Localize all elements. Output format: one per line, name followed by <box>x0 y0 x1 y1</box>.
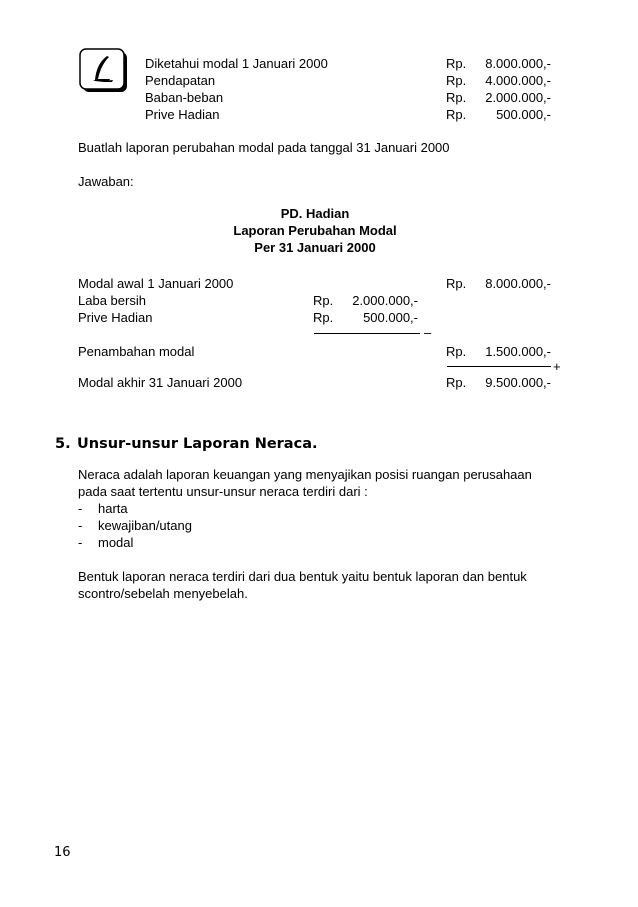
minus-sign: – <box>424 325 432 340</box>
list-item-harta: harta <box>98 501 128 516</box>
section-paragraph-line-2: pada saat tertentu unsur-unsur neraca terdiri dari : <box>78 484 368 499</box>
report-company: PD. Hadian <box>280 206 350 221</box>
row-modal-awal-rp: Rp. <box>446 276 467 291</box>
instruction-text: Buatlah laporan perubahan modal pada tanggal 31 Januari 2000 <box>78 140 450 155</box>
section-paragraph-line-1: Neraca adalah laporan keuangan yang menyajikan posisi ruangan perusahaan <box>78 467 532 482</box>
list-bullet: - <box>78 501 83 516</box>
row-penambahan-label: Penambahan modal <box>78 344 195 359</box>
exercise-pencil-icon <box>79 48 129 94</box>
given-rp-pendapatan: Rp. <box>446 73 467 88</box>
row-prive-amount: 500.000,- <box>363 310 418 325</box>
list-item-modal: modal <box>98 535 134 550</box>
subtraction-line <box>314 333 420 334</box>
given-label-modal: Diketahui modal 1 Januari 2000 <box>145 56 328 71</box>
list-item-kewajiban: kewajiban/utang <box>98 518 192 533</box>
given-rp-prive: Rp. <box>446 107 467 122</box>
plus-sign: + <box>553 359 561 374</box>
section-title: Unsur-unsur Laporan Neraca. <box>77 436 318 452</box>
row-modal-akhir-rp: Rp. <box>446 375 467 390</box>
row-laba-label: Laba bersih <box>78 293 146 308</box>
page-number: 16 <box>54 845 71 860</box>
addition-line <box>447 366 551 367</box>
given-amount-pendapatan: 4.000.000,- <box>485 73 551 88</box>
given-amount-beban: 2.000.000,- <box>485 90 551 105</box>
row-modal-akhir-label: Modal akhir 31 Januari 2000 <box>78 375 243 390</box>
given-label-beban: Baban-beban <box>145 90 224 105</box>
row-laba-rp: Rp. <box>313 293 334 308</box>
row-modal-awal-label: Modal awal 1 Januari 2000 <box>78 276 234 291</box>
row-penambahan-rp: Rp. <box>446 344 467 359</box>
section-number: 5. <box>55 436 71 452</box>
row-modal-awal-amount: 8.000.000,- <box>485 276 551 291</box>
row-penambahan-amount: 1.500.000,- <box>485 344 551 359</box>
report-date: Per 31 Januari 2000 <box>254 240 376 255</box>
answer-label: Jawaban: <box>78 174 134 189</box>
report-title: Laporan Perubahan Modal <box>233 223 397 238</box>
given-rp-beban: Rp. <box>446 90 467 105</box>
given-label-pendapatan: Pendapatan <box>145 73 216 88</box>
given-rp-modal: Rp. <box>446 56 467 71</box>
given-amount-modal: 8.000.000,- <box>485 56 551 71</box>
given-label-prive: Prive Hadian <box>145 107 220 122</box>
row-prive-label: Prive Hadian <box>78 310 153 325</box>
list-bullet: - <box>78 535 83 550</box>
row-prive-rp: Rp. <box>313 310 334 325</box>
row-laba-amount: 2.000.000,- <box>352 293 418 308</box>
closing-line-2: scontro/sebelah menyebelah. <box>78 586 248 601</box>
closing-line-1: Bentuk laporan neraca terdiri dari dua bentuk yaitu bentuk laporan dan bentuk <box>78 569 527 584</box>
row-modal-akhir-amount: 9.500.000,- <box>485 375 551 390</box>
given-amount-prive: 500.000,- <box>496 107 551 122</box>
list-bullet: - <box>78 518 83 533</box>
